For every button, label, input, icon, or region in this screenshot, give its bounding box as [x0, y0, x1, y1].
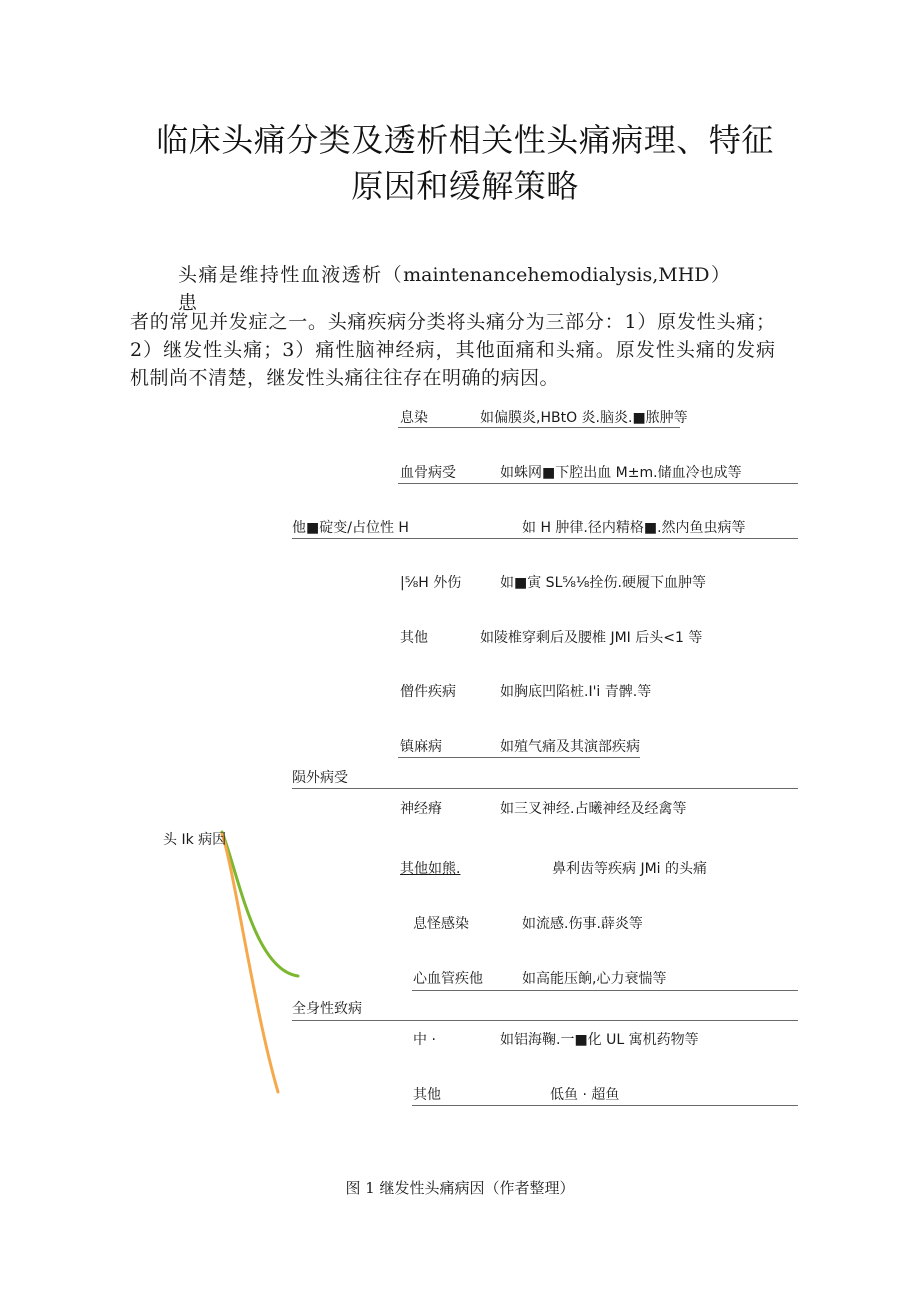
cerebrovascular-disease-label: 血骨病受 — [400, 465, 456, 481]
extracranial-disease-group: 陨外病受 — [292, 770, 348, 786]
intro-line: 者的常见并发症之一。头痛疾病分类将头痛分为三部分：1）原发性头痛； — [130, 311, 775, 333]
intro-line: 机制尚不清楚，继发性头痛往往存在明确的病因。 — [130, 367, 560, 389]
neuralgia-label: 神经瘠 — [400, 801, 442, 817]
systemic-infection-examples: 如流感.伤事.薜炎等 — [522, 916, 643, 932]
systemic-infection-label: 息怪感染 — [413, 916, 469, 932]
cardiovascular-disease-label: 心血管疾他 — [413, 971, 483, 987]
other-facial-label: 其他如熊. — [400, 861, 461, 877]
skull-disease-label: 僧件疾病 — [400, 684, 456, 700]
head-trauma-label: |⅝H 外伤 — [400, 575, 462, 591]
divider-line — [398, 483, 798, 484]
branch-curve-green — [222, 832, 298, 976]
space-occupying-lesion-group: 他■碇变/占位性 H — [292, 520, 409, 536]
neuralgia-examples: 如三叉神经.占曦神经及经禽等 — [500, 801, 687, 817]
other-systemic-label: 其他 — [413, 1087, 441, 1103]
cardiovascular-disease-examples: 如高能压餉,心力衰惴等 — [522, 971, 667, 987]
space-occupying-lesion-examples: 如 H 肿律.径内精格■.然内鱼虫病等 — [522, 520, 746, 536]
divider-line — [412, 1105, 798, 1106]
branch-connectors — [210, 820, 310, 1100]
other-intracranial-examples: 如陵椎穿剩后及腰椎 JMI 后头<1 等 — [480, 630, 703, 646]
divider-line — [292, 1020, 798, 1021]
cervical-disease-label: 镇麻病 — [400, 739, 442, 755]
intro-line: 2）继发性头痛；3）痛性脑神经病，其他面痛和头痛。原发性头痛的发病 — [130, 339, 775, 361]
other-systemic-examples: 低鱼 · 超鱼 — [550, 1087, 620, 1103]
divider-line — [412, 990, 798, 991]
intracranial-infection-label: 息染 — [400, 410, 428, 426]
cervical-disease-examples: 如殖气痛及其演部疾病 — [500, 739, 640, 755]
toxicity-examples: 如铝海鞠.一■化 UL 寓机药物等 — [500, 1032, 699, 1048]
page-title-line-1: 临床头痛分类及透析相关性头痛病理、特征 — [156, 121, 774, 159]
intracranial-infection-examples: 如偏膜炎,HBtO 炎.脑炎.■脓肿等 — [480, 410, 688, 426]
toxicity-label: 中 · — [413, 1032, 436, 1048]
divider-line — [292, 788, 798, 789]
figure-caption: 图 1 继发性头痛病因（作者整理） — [345, 1179, 575, 1197]
branch-curve-orange — [222, 834, 278, 1092]
head-trauma-examples: 如■寅 SL⅝⅛拴伤.硬履下血肿等 — [500, 575, 706, 591]
other-intracranial-label: 其他 — [400, 630, 428, 646]
systemic-disease-group: 全身性致病 — [292, 1001, 362, 1017]
other-facial-examples: 鼻利齿等疾病 JMi 的头痛 — [552, 861, 707, 877]
skull-disease-examples: 如胸底凹陷桩.I'i 青髀.等 — [500, 684, 652, 700]
divider-line — [398, 427, 680, 428]
diagram-root-label: 头 Ik 病因 — [163, 832, 227, 848]
divider-line — [292, 538, 798, 539]
page-title-line-2: 原因和缓解策略 — [351, 167, 579, 205]
cerebrovascular-disease-examples: 如蛛网■下腔出血 M±m.储血冷也成等 — [500, 465, 742, 481]
divider-line — [398, 757, 640, 758]
intro-line: 头痛是维持性血液透析（maintenancehemodialysis,MHD）患 — [178, 264, 730, 314]
